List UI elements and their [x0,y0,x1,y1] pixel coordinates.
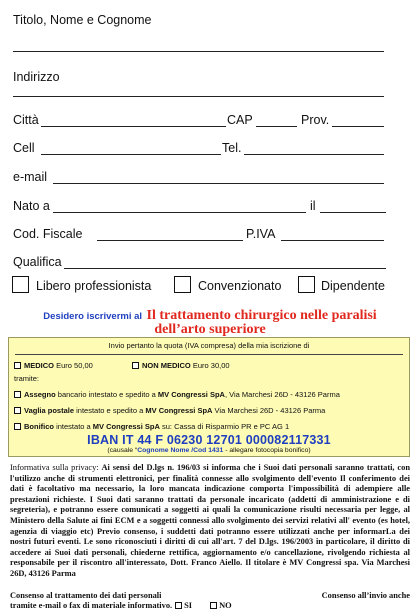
libero-professionista-checkbox[interactable] [12,276,29,293]
payment-header: Invio pertanto la quota (IVA compresa) della mia iscrizione di [108,341,310,350]
course-title-line1: Il trattamento chirurgico nelle paralisi [146,308,377,323]
non-medico-label: NON MEDICO [142,361,191,370]
consent-no-checkbox[interactable] [210,602,217,609]
tramite-email-label: tramite e-mail o fax di materiale informativo. [10,601,173,610]
qualifica-label: Qualifica [13,255,62,269]
indirizzo-field[interactable] [13,96,384,97]
privacy-lead: Informativa sulla privacy: [10,463,99,472]
cell-label: Cell [13,141,35,155]
vaglia-text: intestato e spedito a [76,406,144,415]
causale-suffix: - allegare fotocopia bonifico) [223,447,311,454]
medico-option [24,361,93,370]
qualifica-field[interactable] [64,268,386,269]
iban-code: IBAN IT 44 F 06230 12701 000082117331 [87,433,331,447]
bonifico-checkbox[interactable] [14,423,21,430]
vaglia-company: MV Congressi SpA [145,406,213,415]
medico-price: Euro 50,00 [56,361,93,370]
medico-checkbox[interactable] [14,362,21,369]
bonifico-label: Bonifico [24,422,54,431]
indirizzo-label: Indirizzo [13,70,60,84]
consent-row [10,591,410,610]
assegno-option [24,390,340,399]
bonifico-option [24,422,289,431]
bonifico-bank: su: Cassa di Risparmio PR e PC AG 1 [161,422,290,431]
libero-professionista-label: Libero professionista [36,279,152,293]
consenso-invio-label: Consenso all’invio anche [321,591,410,600]
nato-label: Nato a [13,199,50,213]
convenzionato-label: Convenzionato [198,279,282,293]
assegno-checkbox[interactable] [14,391,21,398]
causale-reference: Cognome Nome /Cod 1431 [137,447,224,454]
tel-label: Tel. [222,141,242,155]
vaglia-checkbox[interactable] [14,407,21,414]
email-field[interactable] [53,183,384,184]
registration-prefix: Desidero iscrivermi al [43,311,143,322]
consent-no-label: NO [219,601,232,610]
bonifico-company: MV Congressi SpA [92,422,160,431]
codfisc-field[interactable] [97,240,243,241]
consent-si-checkbox[interactable] [175,602,182,609]
assegno-company: MV Congressi SpA [157,390,225,399]
il-field[interactable] [320,212,386,213]
prov-field[interactable] [332,126,384,127]
vaglia-label: Vaglia postale [24,406,75,415]
medico-label: MEDICO [24,361,54,370]
cap-label: CAP [227,113,253,127]
non-medico-option [142,361,230,370]
privacy-notice [10,463,410,580]
piva-field[interactable] [281,240,384,241]
bonifico-text: intestato a [56,422,91,431]
assegno-address: , Via Marchesi 26D - 43126 Parma [224,390,340,399]
il-label: il [310,199,316,213]
dipendente-checkbox[interactable] [298,276,315,293]
consent-si-label: SI [184,601,193,610]
consenso-invio-continued [10,601,232,611]
codfisc-label: Cod. Fiscale [13,227,83,241]
prov-label: Prov. [301,113,330,127]
tramite-label: tramite: [14,374,40,383]
email-label: e-mail [13,170,48,184]
vaglia-option [24,406,325,415]
cap-field[interactable] [256,126,297,127]
causale-prefix: (causale “ [107,447,138,454]
convenzionato-checkbox[interactable] [174,276,191,293]
non-medico-checkbox[interactable] [132,362,139,369]
causale-note [9,447,409,454]
consenso-trattamento-label: Consenso al trattamento dei dati personali [10,591,162,600]
citta-field[interactable] [41,126,226,127]
titolo-label: Titolo, Nome e Cognome [13,13,152,27]
tel-field[interactable] [244,154,384,155]
privacy-body: Ai sensi del D.lgs n. 196/03 si informa che i Suoi dati personali saranno trattati, con l'utilizzo anche di strumenti elettronici, per finalità connesse allo svolgimento dell'evento Il conferimento dei dati è facoltativo ma necessario, la loro mancata indicazione comporta l'impossibilità di adempiere alle prestazioni richieste. I Suoi dati saranno trattati da personale incaricato (addetti di amministrazione e di segreteria), e potranno essere comunicati a soggetti ai quali la comunicazione risulti necessaria per legge, al Ministero della Salute ai fini ECM e a soggetti connessi allo svolgimento dei servizi relativi all' evento (es hotel, agenzia di viaggio etc) Previo consenso, i suddetti dati potranno essere utilizzati anche per informarLa dei nostri futuri eventi. Le sono riconosciuti i diritti di cui all'art. 7 del D.lgs. 196/2003 in particolare, il diritto di accedere ai Suoi dati personali, chiederne rettifica, aggiornamento e/o cancellazione, rivolgendo richiesta al responsabile per il riscontro all'interessato, Dott. Franco Aiello. Il titolare è MV Congressi spa. Via Marchesi 26D, 43126 Parma [10,463,410,578]
piva-label: P.IVA [246,227,276,241]
payment-divider [15,354,403,355]
assegno-label: Assegno [24,390,56,399]
dipendente-label: Dipendente [321,279,385,293]
titolo-field[interactable] [13,51,384,52]
vaglia-address: Via Marchesi 26D - 43126 Parma [214,406,326,415]
citta-label: Città [13,113,39,127]
cell-field[interactable] [41,154,221,155]
course-title-line2: dell’arto superiore [154,322,266,337]
non-medico-price: Euro 30,00 [192,361,230,370]
payment-box [8,337,410,457]
assegno-text: bancario intestato e spedito a [57,390,156,399]
nato-field[interactable] [53,212,306,213]
